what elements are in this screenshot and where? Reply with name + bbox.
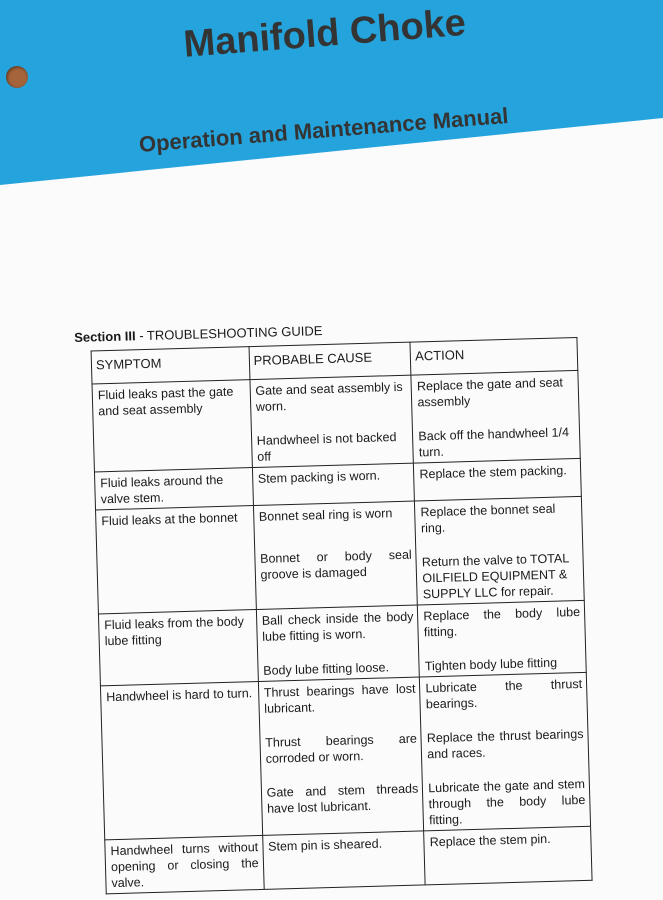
action-text: Replace the thrust bearings and races. [426,726,584,762]
cause-text: Gate and seat assembly is worn. [255,379,403,414]
action-text: Tighten body lube fitting [424,655,558,674]
cause-text: Bonnet seal ring is worn [258,506,393,524]
cause-text: Handwheel is not backed off [256,430,397,464]
action-cell [415,496,585,605]
action-text: Lubricate the thrust bearings. [425,676,583,712]
symptom-cell [94,468,253,510]
table-row [100,672,590,840]
action-cell [418,600,587,677]
cause-text: Thrust bearings have lost lubricant. [263,681,416,716]
section-name: TROUBLESHOOTING GUIDE [146,323,323,343]
action-text: Replace the gate and seat assembly [416,375,564,410]
cause-text: Stem pin is sheared. [267,836,383,854]
symptom-text: Fluid leaks past the gate and seat assembly [97,384,234,419]
troubleshooting-table [91,337,593,894]
section-prefix: Section III [74,328,136,345]
symptom-cell [100,681,262,839]
action-cell [420,672,591,831]
cause-cell [262,831,425,889]
document-title: Manifold Choke [182,1,468,66]
cause-cell [250,375,414,467]
action-text: Back off the handwheel 1/4 turn. [418,425,570,460]
symptom-cell [105,835,264,893]
symptom-cell [98,610,258,686]
cause-text: Thrust bearings are corroded or worn. [265,731,418,766]
action-cell [411,370,580,463]
cause-text: Stem packing is worn. [257,468,381,486]
column-header-action: ACTION [410,337,578,375]
cause-text: Body lube fitting loose. [263,660,390,678]
section-separator: - [135,327,148,344]
action-text: Return the valve to TOTAL OILFIELD EQUIPMENT & SUPPLY LLC for repair. [421,551,569,602]
symptom-cell [96,506,256,614]
action-cell [424,826,592,885]
column-header-symptom: SYMPTOM [91,347,250,384]
action-text: Replace the stem pin. [429,831,551,850]
cause-cell [256,605,420,681]
cause-cell [253,501,417,609]
symptom-text: Fluid leaks from the body lube fitting [104,614,245,649]
table-row [92,370,580,472]
action-text: Lubricate the gate and stem through the body lube fitting. [428,776,586,828]
symptom-cell [92,380,252,472]
cause-cell [252,463,415,505]
table-row [98,600,586,686]
cause-cell [258,677,424,835]
binder-hole [6,66,28,88]
cause-text: Bonnet or body seal groove is damaged [259,547,412,582]
symptom-text: Handwheel turns without opening or closing the valve. [110,840,259,891]
cause-text: Gate and stem threads have lost lubricant. [266,781,419,816]
symptom-text: Handwheel is hard to turn. [106,686,253,705]
symptom-text: Fluid leaks at the bonnet [101,510,238,529]
cause-text: Ball check inside the body lube fitting is worn. [261,609,414,644]
action-text: Replace the body lube fitting. [423,604,581,640]
action-cell [414,458,582,501]
action-text: Replace the stem packing. [419,463,567,482]
table-row [96,496,585,614]
troubleshooting-section [74,315,620,895]
document-subtitle: Operation and Maintenance Manual [138,102,510,157]
symptom-text: Fluid leaks around the valve stem. [100,472,224,507]
action-text: Replace the bonnet seal ring. [420,501,556,536]
column-header-probable-cause: PROBABLE CAUSE [249,342,412,380]
